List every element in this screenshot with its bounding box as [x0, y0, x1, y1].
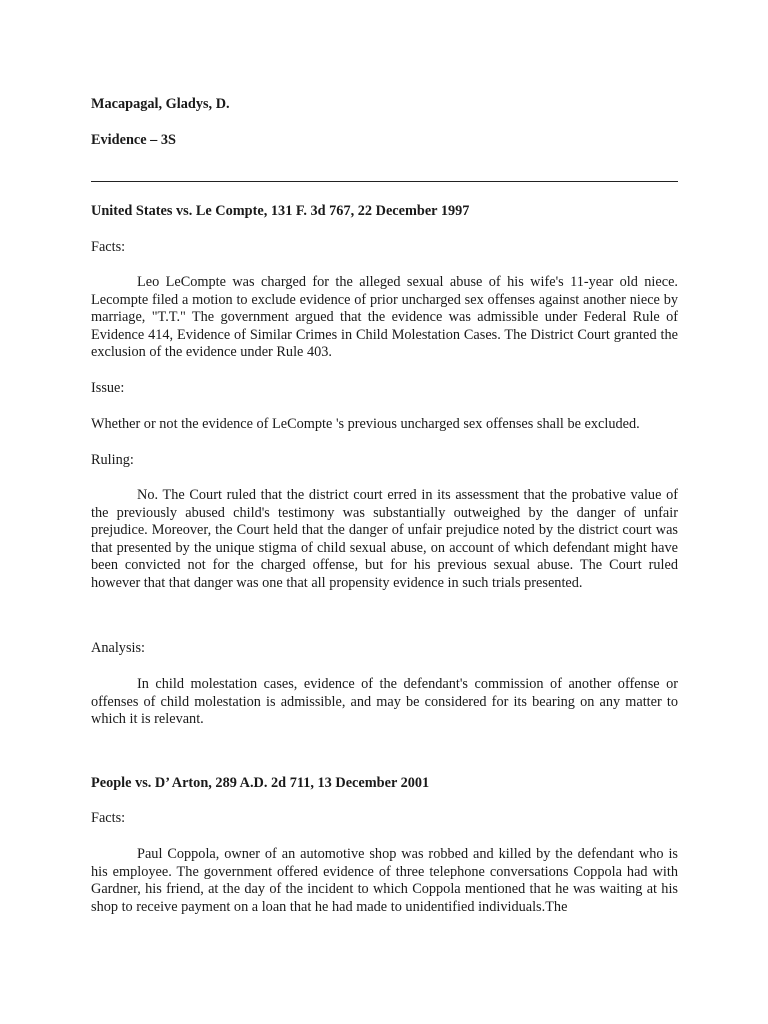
case1-ruling-paragraph: No. The Court ruled that the district court erred in its assessment that the probative value of the previously abused child's testimony was substantially outweighed by the danger of unfair prejudice. Moreover, the Court held that the danger of unfair prejudice noted by the district court was that presented by the unique stigma of child sexual abuse, on account of which defendant might have been convicted not for the charged offense, but for his previous sexual abuse. The Court ruled however that that danger was one that all propensity evidence in such trials presented.	[91, 487, 678, 591]
case2-facts-paragraph: Paul Coppola, owner of an automotive shop was robbed and killed by the defendant who is his employee. The government offered evidence of three telephone conversations Coppola had with Gardner, his friend, at the day of the incident to which Coppola mentioned that he was waiting at his shop to receive payment on a loan that he had made to unidentified individuals.The	[91, 846, 678, 915]
case1-ruling-label: Ruling:	[91, 452, 134, 468]
case2-title: People vs. D’ Arton, 289 A.D. 2d 711, 13 December 2001	[91, 775, 430, 791]
case1-analysis-label: Analysis:	[91, 640, 146, 656]
case1-facts-label: Facts:	[91, 239, 126, 255]
case1-facts-paragraph: Leo LeCompte was charged for the alleged sexual abuse of his wife's 11-year old niece. Lecompte filed a motion to exclude evidence of prior uncharged sex offenses against another niece by marriage, "T.T." The government argued that the evidence was admissible under Federal Rule of Evidence 414, Evidence of Similar Crimes in Child Molestation Cases. The District Court granted the exclusion of the evidence under Rule 403.	[91, 274, 678, 361]
case2-facts-label: Facts:	[91, 810, 126, 826]
horizontal-rule	[91, 181, 678, 182]
case1-title: United States vs. Le Compte, 131 F. 3d 767, 22 December 1997	[91, 203, 470, 219]
case1-issue-paragraph: Whether or not the evidence of LeCompte 's previous uncharged sex offenses shall be excluded.	[91, 416, 640, 432]
course-name: Evidence – 3S	[91, 132, 176, 148]
author-name: Macapagal, Gladys, D.	[91, 96, 230, 112]
case1-analysis-paragraph: In child molestation cases, evidence of the defendant's commission of another offense or offenses of child molestation is admissible, and may be considered for its bearing on any matter to which it is relevant.	[91, 676, 678, 728]
case1-issue-label: Issue:	[91, 380, 125, 396]
